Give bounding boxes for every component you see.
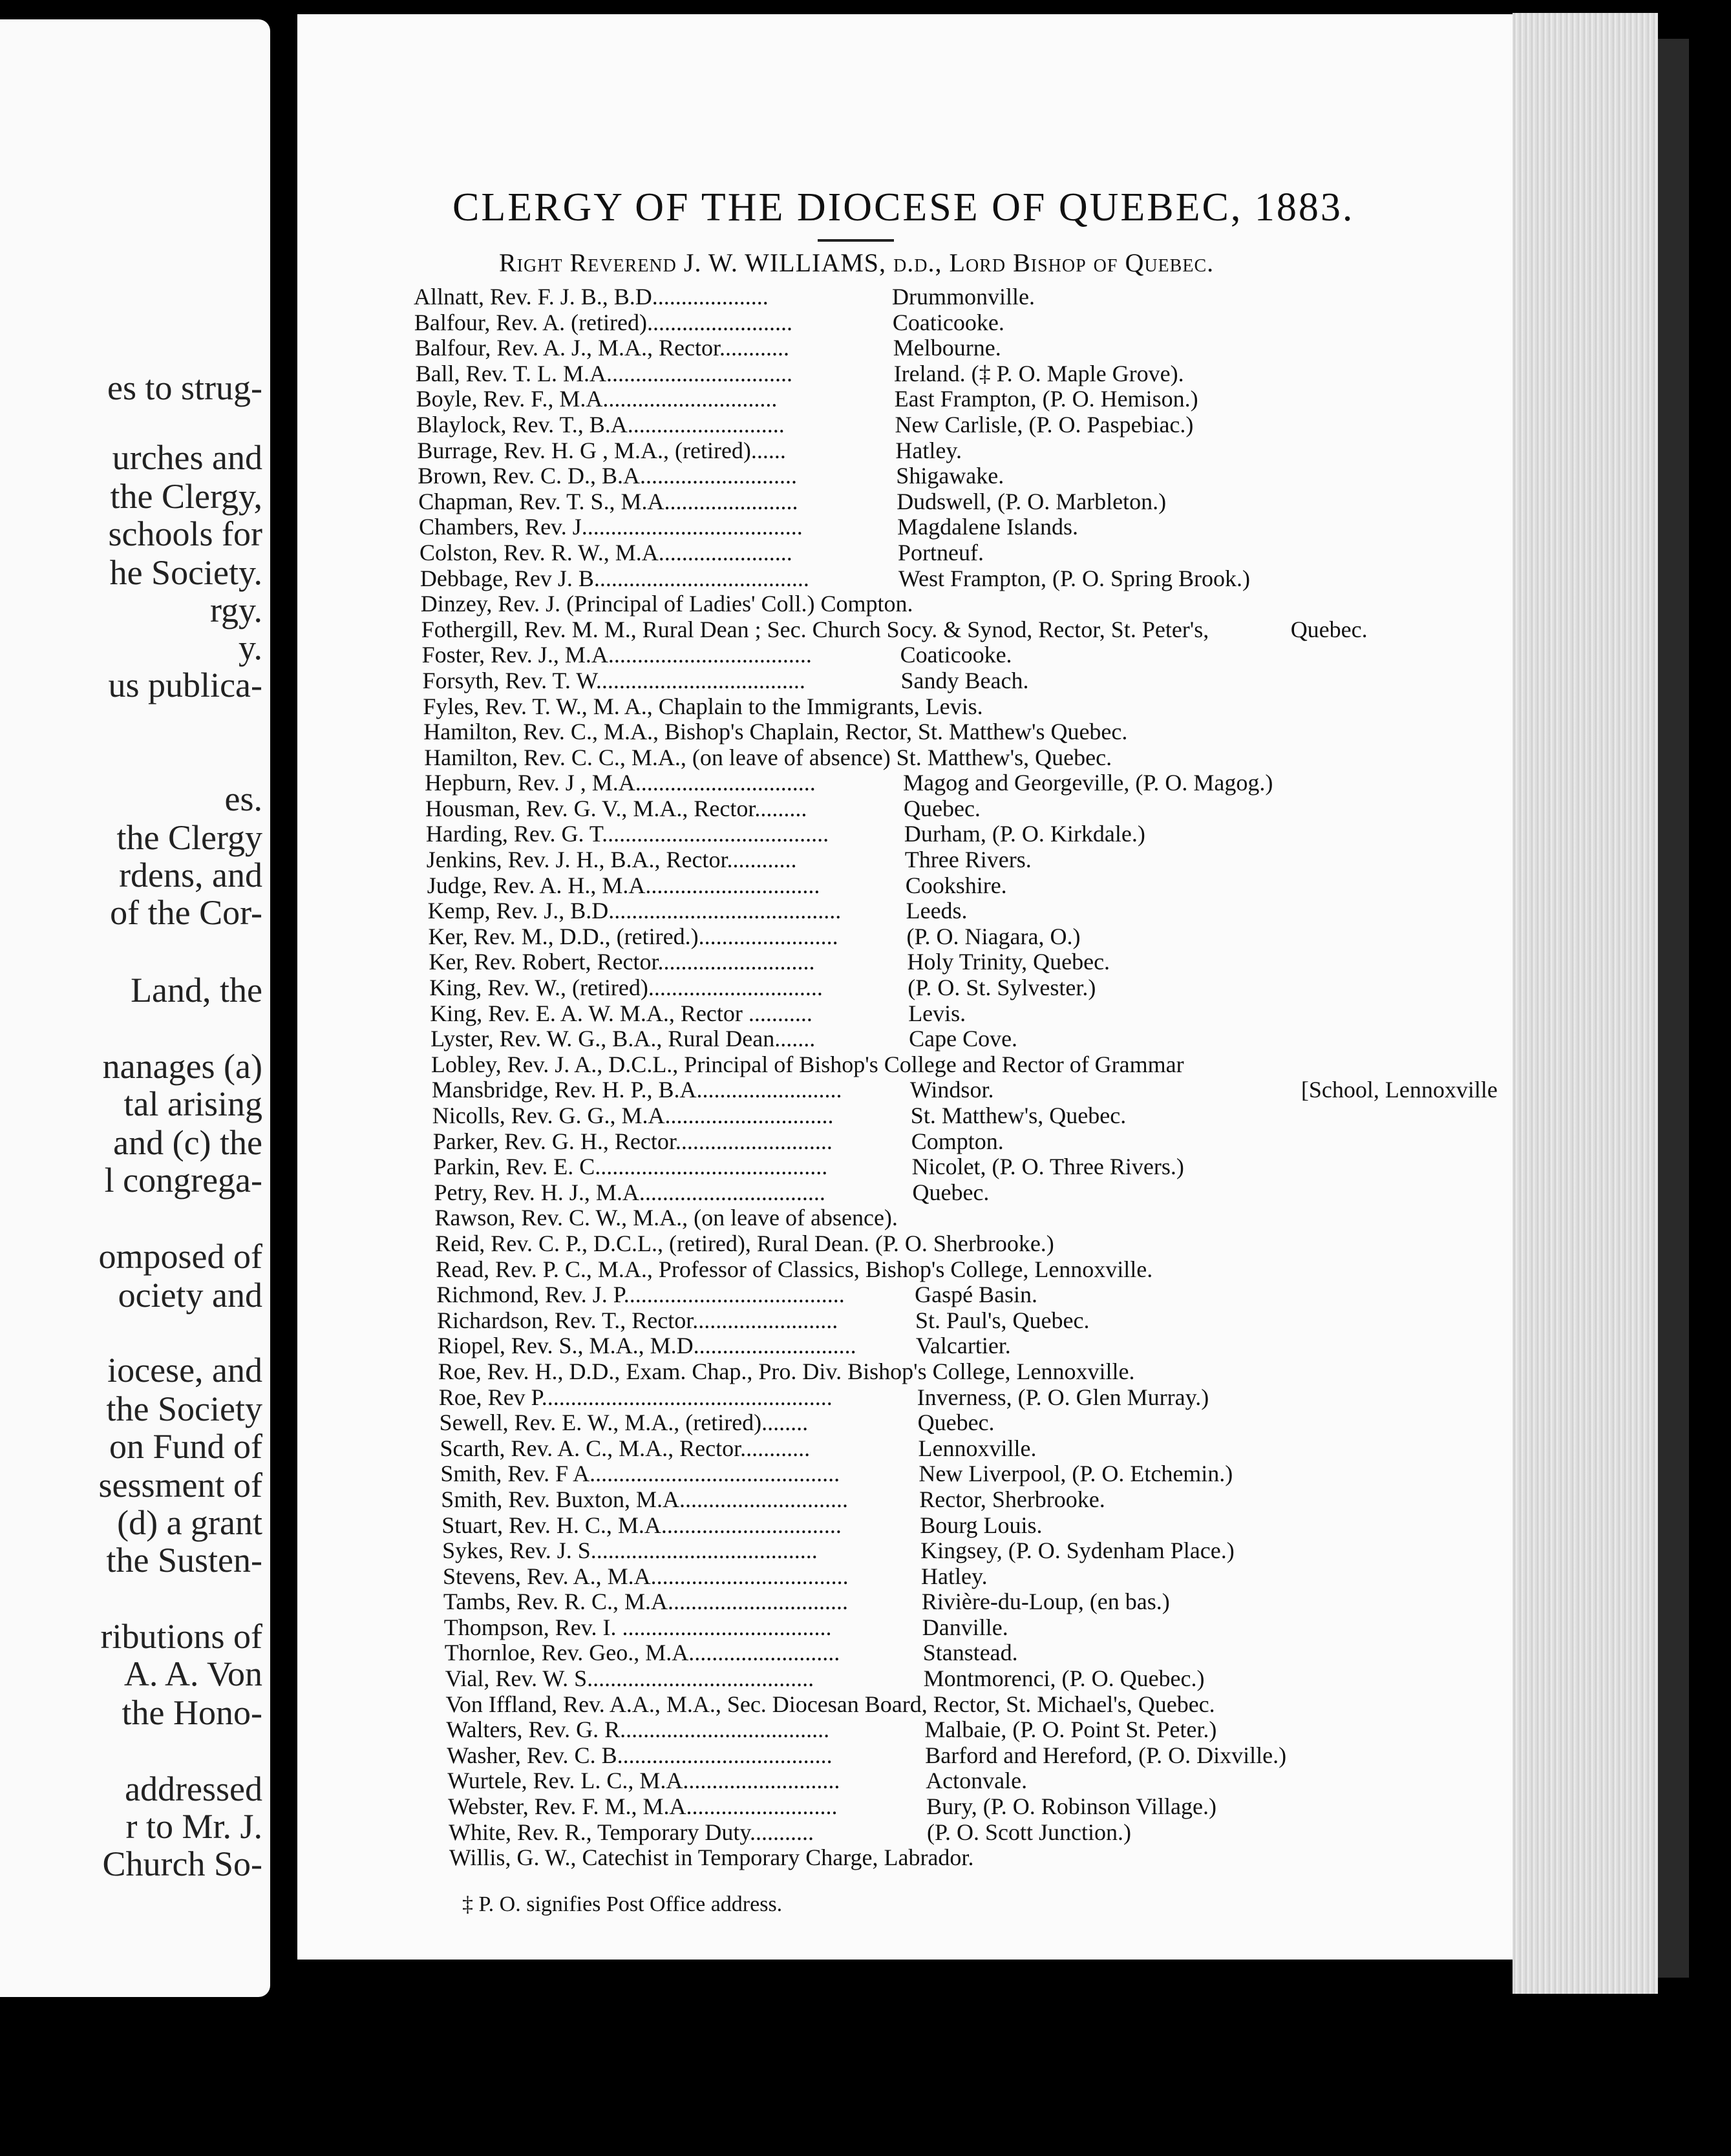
left-page-line: the Clergy (116, 818, 262, 857)
entry-name: Brown, Rev. C. D., B.A........................... (418, 463, 797, 489)
entry-location: Shigawake. (896, 463, 1004, 489)
entry-location: West Frampton, (P. O. Spring Brook.) (898, 565, 1250, 591)
entry-text: Von Iffland, Rev. A.A., M.A., Sec. Diocesan Board, Rector, St. Michael's, Quebec. (445, 1691, 1215, 1717)
entry-text: Hamilton, Rev. C. C., M.A., (on leave of absence) St. Matthew's, Quebec. (424, 744, 1112, 770)
entry-location: Durham, (P. O. Kirkdale.) (904, 821, 1145, 847)
entry-location: Cape Cove. (909, 1026, 1018, 1052)
entry-location: Magdalene Islands. (897, 514, 1079, 540)
entry-location: Nicolet, (P. O. Three Rivers.) (911, 1154, 1184, 1180)
clergy-entry (447, 1768, 1456, 1794)
clergy-entry (427, 847, 1435, 873)
entry-location: Holy Trinity, Quebec. (907, 949, 1110, 975)
entry-name: Parkin, Rev. E. C........................................ (433, 1154, 828, 1180)
entry-location: Montmorenci, (P. O. Quebec.) (923, 1665, 1205, 1692)
clergy-entry (420, 566, 1428, 592)
entry-location: Quebec. (904, 795, 981, 821)
entry-name: Jenkins, Rev. J. H., B.A., Rector............ (426, 847, 797, 873)
entry-location: Kingsey, (P. O. Sydenham Place.) (920, 1538, 1235, 1564)
clergy-entry (434, 1205, 1443, 1231)
clergy-entry (418, 489, 1427, 515)
entry-location: Valcartier. (915, 1333, 1011, 1359)
clergy-list (414, 284, 1498, 1871)
entry-location: Inverness, (P. O. Glen Murray.) (917, 1384, 1209, 1410)
clergy-entry (433, 1129, 1441, 1155)
clergy-entry (424, 745, 1432, 771)
left-page-line: on Fund of (109, 1427, 262, 1466)
clergy-entry (434, 1180, 1443, 1206)
left-page-line: es to strug- (107, 368, 262, 407)
entry-name: Housman, Rev. G. V., M.A., Rector......... (425, 795, 807, 821)
left-page-line: Church So- (102, 1844, 262, 1883)
clergy-entry (426, 821, 1434, 847)
entry-location: Coaticooke. (900, 642, 1012, 668)
clergy-entry (445, 1666, 1454, 1692)
entry-location: Drummonville. (892, 284, 1035, 310)
left-page-line: urches and (112, 438, 262, 477)
entry-text: Fothergill, Rev. M. M., Rural Dean ; Sec. Church Socy. & Synod, Rector, St. Peter's, (421, 616, 1209, 642)
entry-name: Balfour, Rev. A. (retired)......................... (414, 309, 792, 335)
entry-name: Sewell, Rev. E. W., M.A., (retired)........ (439, 1410, 809, 1436)
entry-location: Sandy Beach. (900, 667, 1029, 693)
entry-name: Mansbridge, Rev. H. P., B.A......................... (431, 1077, 842, 1103)
subtitle-suffix: Lord Bishop of Quebec. (949, 248, 1215, 277)
entry-name: Scarth, Rev. A. C., M.A., Rector............ (440, 1435, 811, 1461)
clergy-entry (429, 924, 1437, 950)
entry-name: Wurtele, Rev. L. C., M.A........................... (447, 1768, 840, 1794)
clergy-entry (429, 949, 1437, 975)
clergy-entry (449, 1845, 1458, 1871)
entry-location: (P. O. Scott Junction.) (927, 1819, 1132, 1845)
entry-name: Stevens, Rev. A., M.A.................................. (443, 1563, 849, 1589)
clergy-entry (423, 694, 1431, 720)
left-page-line: of the Cor- (110, 893, 262, 932)
entry-name: Nicolls, Rev. G. G., M.A............................. (432, 1103, 834, 1128)
entry-text: Read, Rev. P. C., M.A., Professor of Classics, Bishop's College, Lennoxville. (436, 1256, 1153, 1282)
entry-name: Washer, Rev. C. B..................................... (447, 1742, 833, 1768)
clergy-entry (430, 1026, 1439, 1052)
entry-name: Kemp, Rev. J., B.D........................................ (427, 898, 842, 924)
entry-location: Three Rivers. (904, 847, 1032, 873)
entry-location: Bury, (P. O. Robinson Village.) (926, 1793, 1216, 1820)
footnote: ‡ P. O. signifies Post Office address. (462, 1892, 783, 1916)
entry-location: Magog and Georgeville, (P. O. Magog.) (903, 770, 1273, 796)
clergy-entry (429, 975, 1438, 1001)
clergy-entry (423, 719, 1432, 745)
clergy-entry (446, 1692, 1454, 1718)
entry-location: New Carlisle, (P. O. Paspebiac.) (895, 411, 1194, 438)
entry-text: Willis, G. W., Catechist in Temporary Charge, Labrador. (449, 1844, 974, 1871)
entry-name: Tambs, Rev. R. C., M.A............................... (443, 1589, 849, 1615)
clergy-entry (440, 1436, 1449, 1462)
clergy-entry (441, 1487, 1449, 1513)
book-gutter (270, 0, 297, 2156)
entry-location: Windsor. (909, 1077, 994, 1103)
entry-text: Roe, Rev. H., D.D., Exam. Chap., Pro. Div. Bishop's College, Lennoxville. (438, 1358, 1135, 1384)
entry-location: Leeds. (906, 898, 968, 924)
entry-location: Compton. (911, 1128, 1004, 1154)
clergy-entry (446, 1717, 1454, 1743)
left-page-line: iocese, and (107, 1351, 262, 1390)
clergy-entry (419, 514, 1427, 540)
entry-name: Foster, Rev. J., M.A................................... (421, 642, 812, 668)
book-cover-edge (1658, 39, 1689, 1978)
left-page-line: ributions of (100, 1617, 262, 1656)
entry-name: King, Rev. W., (retired).............................. (429, 975, 823, 1001)
left-page-line: ociety and (118, 1276, 262, 1315)
entry-location: Cookshire. (905, 872, 1007, 898)
entry-location: Portneuf. (898, 539, 984, 565)
entry-name: Ker, Rev. Robert, Rector........................... (429, 949, 815, 975)
left-page-line: us publica- (108, 666, 262, 704)
entry-name: Chapman, Rev. T. S., M.A....................... (418, 488, 798, 514)
entry-name: Richardson, Rev. T., Rector......................... (437, 1307, 838, 1333)
clergy-entry (425, 796, 1434, 822)
entry-name: Ball, Rev. T. L. M.A................................ (415, 360, 792, 386)
entry-name: Forsyth, Rev. T. W.................................... (422, 667, 805, 693)
clergy-entry (439, 1385, 1447, 1411)
entry-text: Hamilton, Rev. C., M.A., Bishop's Chaplain, Rector, St. Matthew's Quebec. (423, 719, 1128, 745)
entry-text: Dinzey, Rev. J. (Principal of Ladies' Coll.) Compton. (420, 591, 913, 617)
clergy-entry (430, 1001, 1438, 1027)
entry-name: Parker, Rev. G. H., Rector........................... (432, 1128, 833, 1154)
left-page-line: tal arising (123, 1084, 262, 1123)
clergy-entry (435, 1231, 1443, 1257)
entry-name: Smith, Rev. Buxton, M.A............................. (441, 1486, 848, 1512)
clergy-entry (417, 438, 1425, 464)
entry-location: Lennoxville. (918, 1435, 1037, 1461)
entry-location: Ireland. (‡ P. O. Maple Grove). (893, 360, 1184, 386)
clergy-entry (442, 1538, 1450, 1564)
entry-name: White, Rev. R., Temporary Duty........... (449, 1819, 814, 1845)
clergy-entry (443, 1589, 1452, 1615)
bishop-name: J. W. WILLIAMS, (683, 248, 887, 277)
left-page-line: sessment of (98, 1466, 262, 1505)
left-page-line: the Clergy, (110, 477, 262, 516)
entry-location: Hatley. (895, 437, 962, 463)
entry-name: Blaylock, Rev. T., B.A........................... (416, 411, 785, 438)
clergy-entry (421, 591, 1429, 617)
left-page-line: A. A. Von (123, 1654, 262, 1693)
clergy-entry (438, 1359, 1447, 1385)
entry-location: Stanstead. (922, 1640, 1018, 1666)
left-page-line: l congrega- (104, 1161, 262, 1200)
left-page (0, 19, 270, 1997)
entry-name: Thompson, Rev. I. .................................... (443, 1614, 832, 1640)
entry-text: Fyles, Rev. T. W., M. A., Chaplain to the Immigrants, Levis. (423, 693, 983, 719)
left-page-line: the Susten- (106, 1541, 262, 1580)
clergy-entry (440, 1410, 1448, 1436)
left-page-line: r to Mr. J. (125, 1807, 262, 1846)
entry-location: Malbaie, (P. O. Point St. Peter.) (924, 1717, 1217, 1743)
clergy-entry (438, 1333, 1446, 1359)
clergy-entry (414, 310, 1423, 336)
clergy-entry (436, 1257, 1444, 1283)
entry-name: King, Rev. E. A. W. M.A., Rector ........... (430, 1000, 812, 1026)
entry-name: Balfour, Rev. A. J., M.A., Rector............ (414, 335, 789, 361)
left-page-line: (d) a grant (117, 1503, 262, 1542)
entry-text: Reid, Rev. C. P., D.C.L., (retired), Rural Dean. (P. O. Sherbrooke.) (435, 1230, 1054, 1256)
entry-name: Roe, Rev P.................................................. (438, 1384, 833, 1410)
entry-name: Richmond, Rev. J. P...................................... (436, 1282, 845, 1308)
entry-location: St. Matthew's, Quebec. (910, 1103, 1127, 1128)
entry-name: Riopel, Rev. S., M.A., M.D............................ (437, 1333, 856, 1359)
entry-name: Burrage, Rev. H. G , M.A., (retired)...... (417, 437, 786, 463)
page-title: CLERGY OF THE DIOCESE OF QUEBEC, 1883. (452, 185, 1355, 229)
clergy-entry (443, 1564, 1451, 1590)
clergy-entry (414, 284, 1422, 310)
entry-text: Lobley, Rev. J. A., D.C.L., Principal of Bishop's College and Rector of Grammar (431, 1051, 1184, 1077)
clergy-entry (417, 412, 1425, 438)
left-page-line: the Hono- (122, 1693, 262, 1732)
title-rule (818, 239, 894, 242)
entry-location: Barford and Hereford, (P. O. Dixville.) (925, 1742, 1287, 1768)
left-page-line: nanages (a) (102, 1047, 262, 1086)
clergy-entry (445, 1640, 1453, 1666)
left-page-line: rdens, and (119, 856, 262, 894)
page-subtitle (499, 248, 1214, 278)
entry-location: Levis. (908, 1000, 966, 1026)
clergy-entry (431, 1052, 1439, 1078)
bishop-degree: d.d., (893, 248, 942, 277)
entry-location: Melbourne. (893, 335, 1001, 361)
clergy-entry (421, 617, 1430, 643)
entry-location: Rector, Sherbrooke. (919, 1486, 1105, 1512)
entry-name: Chambers, Rev. J...................................... (419, 514, 803, 540)
entry-location: Quebec. (917, 1410, 995, 1436)
clergy-entry (448, 1794, 1456, 1820)
entry-location: Quebec. (912, 1179, 990, 1205)
left-page-line: Land, the (131, 971, 262, 1009)
entry-location: (P. O. Niagara, O.) (906, 923, 1081, 949)
entry-location: Gaspé Basin. (915, 1282, 1038, 1308)
clergy-entry (440, 1461, 1449, 1487)
entry-name: Boyle, Rev. F., M.A.............................. (416, 386, 778, 412)
entry-location: Danville. (922, 1614, 1008, 1640)
entry-text: Rawson, Rev. C. W., M.A., (on leave of absence). (434, 1205, 898, 1231)
clergy-entry (447, 1743, 1455, 1769)
clergy-entry (441, 1513, 1450, 1539)
left-page-line: and (c) the (113, 1123, 262, 1162)
left-page-line: rgy. (210, 591, 262, 629)
clergy-entry (415, 335, 1423, 361)
entry-location: (P. O. St. Sylvester.) (908, 975, 1096, 1001)
clergy-entry (418, 463, 1426, 489)
entry-name: Thornloe, Rev. Geo., M.A.......................... (444, 1640, 840, 1666)
entry-name: Vial, Rev. W. S....................................... (445, 1665, 814, 1692)
entry-name: Walters, Rev. G. R.................................... (446, 1717, 830, 1743)
clergy-entry (419, 540, 1428, 566)
page-edges (1513, 13, 1658, 1994)
entry-name: Hepburn, Rev. J , M.A............................... (425, 770, 816, 796)
clergy-entry (449, 1820, 1457, 1846)
entry-name: Sykes, Rev. J. S....................................... (442, 1538, 818, 1564)
clergy-entry (422, 642, 1430, 668)
entry-location: Bourg Louis. (920, 1512, 1043, 1538)
entry-continuation: [School, Lennoxville (1301, 1077, 1498, 1103)
left-page-line: y. (239, 628, 262, 667)
entry-location: Dudswell, (P. O. Marbleton.) (897, 488, 1167, 514)
entry-name: Webster, Rev. F. M., M.A.......................... (448, 1793, 838, 1820)
entry-continuation: Quebec. (1290, 616, 1368, 642)
entry-location: New Liverpool, (P. O. Etchemin.) (919, 1461, 1233, 1487)
clergy-entry (416, 361, 1424, 387)
clergy-entry (428, 898, 1436, 924)
entry-location: Actonvale. (926, 1768, 1028, 1794)
entry-name: Allnatt, Rev. F. J. B., B.D.................... (414, 284, 769, 310)
left-page-line: es. (224, 779, 262, 818)
clergy-entry (437, 1308, 1445, 1334)
entry-location: Coaticooke. (892, 309, 1004, 335)
clergy-entry (423, 668, 1431, 694)
clergy-entry (436, 1282, 1445, 1308)
entry-name: Debbage, Rev J. B..................................... (419, 565, 809, 591)
clergy-entry (416, 386, 1425, 412)
left-page-line: he Society. (109, 553, 262, 592)
clergy-entry (431, 1077, 1498, 1103)
clergy-entry (434, 1154, 1442, 1180)
entry-name: Stuart, Rev. H. C., M.A............................... (441, 1512, 842, 1538)
entry-name: Colston, Rev. R. W., M.A....................... (419, 539, 792, 565)
entry-name: Petry, Rev. H. J., M.A................................ (434, 1179, 825, 1205)
entry-name: Harding, Rev. G. T....................................... (425, 821, 829, 847)
left-page-line: omposed of (98, 1237, 262, 1276)
entry-name: Judge, Rev. A. H., M.A.............................. (427, 872, 820, 898)
entry-name: Ker, Rev. M., D.D., (retired.)........................ (428, 923, 838, 949)
left-page-line: the Society (106, 1390, 262, 1428)
clergy-entry (432, 1103, 1441, 1129)
left-page-line: addressed (125, 1770, 262, 1808)
entry-name: Smith, Rev. F A........................................... (440, 1461, 840, 1487)
clergy-entry (427, 873, 1436, 899)
left-page-line: schools for (108, 514, 262, 553)
entry-location: Hatley. (921, 1563, 988, 1589)
entry-location: East Frampton, (P. O. Hemison.) (894, 386, 1198, 412)
entry-location: St. Paul's, Quebec. (915, 1307, 1090, 1333)
entry-name: Lyster, Rev. W. G., B.A., Rural Dean....... (430, 1026, 816, 1052)
clergy-entry (425, 770, 1433, 796)
entry-location: Rivière-du-Loup, (en bas.) (921, 1589, 1170, 1615)
subtitle-prefix: Right Reverend (499, 248, 677, 277)
clergy-entry (444, 1615, 1452, 1641)
